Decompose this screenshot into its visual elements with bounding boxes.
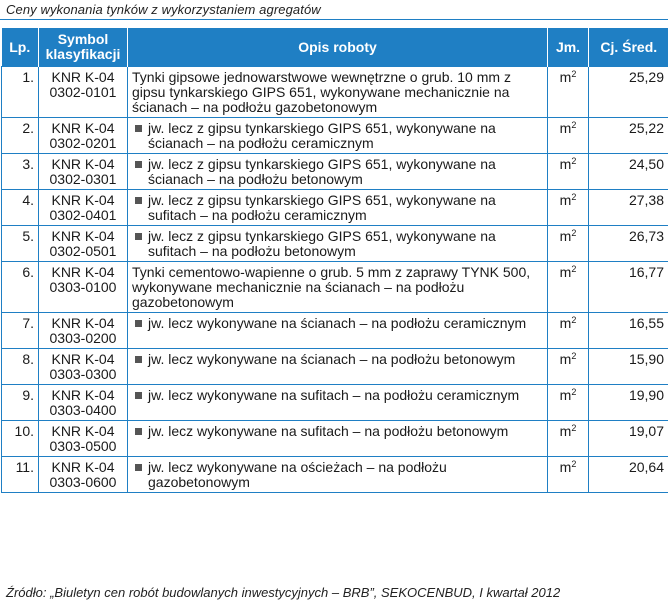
cell-description: [128, 118, 548, 154]
symbol-line1: KNR K-04: [51, 192, 115, 208]
symbol-line1: KNR K-04: [51, 228, 115, 244]
cell-lp: 1.: [2, 67, 39, 118]
symbol-line1: KNR K-04: [51, 315, 115, 331]
table-row: [2, 349, 668, 385]
table-body: [2, 67, 668, 493]
symbol-line2: 0302-0401: [49, 207, 117, 223]
cell-symbol: [39, 118, 128, 154]
cell-unit: [548, 313, 589, 349]
symbol-line2: 0303-0100: [49, 279, 117, 295]
unit-exponent: 2: [571, 423, 577, 433]
header-symbol-line1: Symbol: [57, 31, 109, 47]
cell-unit: [548, 385, 589, 421]
cell-description: [128, 67, 548, 118]
table-row: [2, 154, 668, 190]
square-bullet-icon: [135, 161, 142, 168]
table-row: [2, 457, 668, 493]
cell-symbol: [39, 190, 128, 226]
unit-base: m: [559, 315, 572, 331]
cell-symbol: [39, 67, 128, 118]
cell-description: [128, 262, 548, 313]
source-note: Źródło: „Biuletyn cen robót budowlanych inwestycyjnych – BRB”, SEKOCENBUD, I kwartał 2012: [6, 585, 561, 600]
description-text: jw. lecz z gipsu tynkarskiego GIPS 651, wykonywane na ścianach – na podłożu ceramicznym: [148, 120, 496, 151]
cell-description: [128, 226, 548, 262]
header-symbol-line2: klasyfikacji: [45, 46, 121, 62]
cell-description: [128, 190, 548, 226]
cell-price: 19,90: [589, 385, 668, 421]
cell-description: [128, 385, 548, 421]
square-bullet-icon: [135, 392, 142, 399]
symbol-line2: 0302-0201: [49, 135, 117, 151]
description-text: Tynki gipsowe jednowarstwowe wewnętrzne o grub. 10 mm z gipsu tynkarskiego GIPS 651, wykonywane mechanicznie na ścianach – na podłożu gazobetonowym: [132, 69, 511, 115]
description-text: jw. lecz wykonywane na sufitach – na podłożu betonowym: [148, 423, 509, 439]
price-table: [1, 28, 668, 493]
square-bullet-icon: [135, 197, 142, 204]
unit-base: m: [559, 120, 572, 136]
table-header-row: [2, 28, 668, 67]
cell-price: 25,29: [589, 67, 668, 118]
unit-exponent: 2: [571, 192, 577, 202]
cell-price: 25,22: [589, 118, 668, 154]
header-unit: Jm.: [548, 28, 589, 67]
cell-unit: [548, 457, 589, 493]
unit-base: m: [559, 459, 572, 475]
cell-lp: 8.: [2, 349, 39, 385]
symbol-line2: 0303-0200: [49, 330, 117, 346]
cell-symbol: [39, 154, 128, 190]
cell-lp: 9.: [2, 385, 39, 421]
cell-description: [128, 421, 548, 457]
symbol-line2: 0302-0101: [49, 84, 117, 100]
table-row: [2, 313, 668, 349]
unit-exponent: 2: [571, 120, 577, 130]
description-text: jw. lecz wykonywane na ścianach – na podłożu ceramicznym: [148, 315, 527, 331]
cell-description: [128, 154, 548, 190]
unit-base: m: [559, 351, 572, 367]
table-row: [2, 67, 668, 118]
unit-exponent: 2: [571, 315, 577, 325]
cell-symbol: [39, 313, 128, 349]
symbol-line1: KNR K-04: [51, 423, 115, 439]
cell-lp: 7.: [2, 313, 39, 349]
symbol-line2: 0303-0500: [49, 438, 117, 454]
cell-price: 16,77: [589, 262, 668, 313]
unit-exponent: 2: [571, 351, 577, 361]
cell-symbol: [39, 226, 128, 262]
cell-lp: 2.: [2, 118, 39, 154]
header-description: Opis roboty: [128, 28, 548, 67]
symbol-line1: KNR K-04: [51, 351, 115, 367]
unit-base: m: [559, 264, 572, 280]
description-text: jw. lecz wykonywane na ścianach – na podłożu betonowym: [148, 351, 516, 367]
square-bullet-icon: [135, 428, 142, 435]
cell-price: 19,07: [589, 421, 668, 457]
cell-lp: 4.: [2, 190, 39, 226]
cell-unit: [548, 226, 589, 262]
unit-exponent: 2: [571, 264, 577, 274]
cell-price: 26,73: [589, 226, 668, 262]
symbol-line1: KNR K-04: [51, 69, 115, 85]
symbol-line2: 0303-0400: [49, 402, 117, 418]
description-text: jw. lecz z gipsu tynkarskiego GIPS 651, wykonywane na sufitach – na podłożu betonowym: [148, 228, 496, 259]
square-bullet-icon: [135, 356, 142, 363]
table-row: [2, 385, 668, 421]
unit-base: m: [559, 192, 572, 208]
cell-price: 16,55: [589, 313, 668, 349]
symbol-line2: 0303-0600: [49, 474, 117, 490]
table-caption: Ceny wykonania tynków z wykorzystaniem agregatów: [6, 2, 321, 17]
cell-unit: [548, 262, 589, 313]
cell-symbol: [39, 262, 128, 313]
unit-exponent: 2: [571, 387, 577, 397]
cell-lp: 6.: [2, 262, 39, 313]
header-price: Cj. Śred.: [589, 28, 668, 67]
table-row: [2, 226, 668, 262]
cell-price: 15,90: [589, 349, 668, 385]
description-text: jw. lecz z gipsu tynkarskiego GIPS 651, wykonywane na ścianach – na podłożu betonowym: [148, 156, 496, 187]
table-row: [2, 262, 668, 313]
unit-base: m: [559, 156, 572, 172]
cell-symbol: [39, 421, 128, 457]
description-text: jw. lecz wykonywane na sufitach – na podłożu ceramicznym: [148, 387, 520, 403]
description-text: Tynki cementowo-wapienne o grub. 5 mm z zaprawy TYNK 500, wykonywane mechanicznie na ścianach – na podłożu gazobetonowym: [132, 264, 531, 310]
symbol-line1: KNR K-04: [51, 156, 115, 172]
unit-base: m: [559, 387, 572, 403]
symbol-line2: 0303-0300: [49, 366, 117, 382]
unit-base: m: [559, 69, 572, 85]
cell-unit: [548, 118, 589, 154]
cell-description: [128, 457, 548, 493]
symbol-line1: KNR K-04: [51, 459, 115, 475]
cell-lp: 5.: [2, 226, 39, 262]
cell-unit: [548, 67, 589, 118]
unit-exponent: 2: [571, 228, 577, 238]
square-bullet-icon: [135, 464, 142, 471]
unit-base: m: [559, 228, 572, 244]
caption-divider: [0, 19, 668, 20]
cell-unit: [548, 349, 589, 385]
table-row: [2, 118, 668, 154]
cell-symbol: [39, 349, 128, 385]
cell-unit: [548, 154, 589, 190]
cell-description: [128, 349, 548, 385]
description-text: jw. lecz wykonywane na ościeżach – na podłożu gazobetonowym: [148, 459, 447, 490]
symbol-line2: 0302-0301: [49, 171, 117, 187]
cell-unit: [548, 190, 589, 226]
symbol-line2: 0302-0501: [49, 243, 117, 259]
cell-price: 20,64: [589, 457, 668, 493]
header-symbol: [39, 28, 128, 67]
description-text: jw. lecz z gipsu tynkarskiego GIPS 651, wykonywane na sufitach – na podłożu ceramicznym: [148, 192, 496, 223]
cell-symbol: [39, 385, 128, 421]
square-bullet-icon: [135, 125, 142, 132]
cell-description: [128, 313, 548, 349]
cell-price: 24,50: [589, 154, 668, 190]
unit-base: m: [559, 423, 572, 439]
square-bullet-icon: [135, 233, 142, 240]
table-row: [2, 190, 668, 226]
cell-symbol: [39, 457, 128, 493]
cell-lp: 11.: [2, 457, 39, 493]
unit-exponent: 2: [571, 459, 577, 469]
cell-unit: [548, 421, 589, 457]
symbol-line1: KNR K-04: [51, 387, 115, 403]
table-row: [2, 421, 668, 457]
unit-exponent: 2: [571, 156, 577, 166]
unit-exponent: 2: [571, 69, 577, 79]
symbol-line1: KNR K-04: [51, 264, 115, 280]
symbol-line1: KNR K-04: [51, 120, 115, 136]
cell-lp: 10.: [2, 421, 39, 457]
cell-price: 27,38: [589, 190, 668, 226]
header-lp: Lp.: [2, 28, 39, 67]
cell-lp: 3.: [2, 154, 39, 190]
square-bullet-icon: [135, 320, 142, 327]
